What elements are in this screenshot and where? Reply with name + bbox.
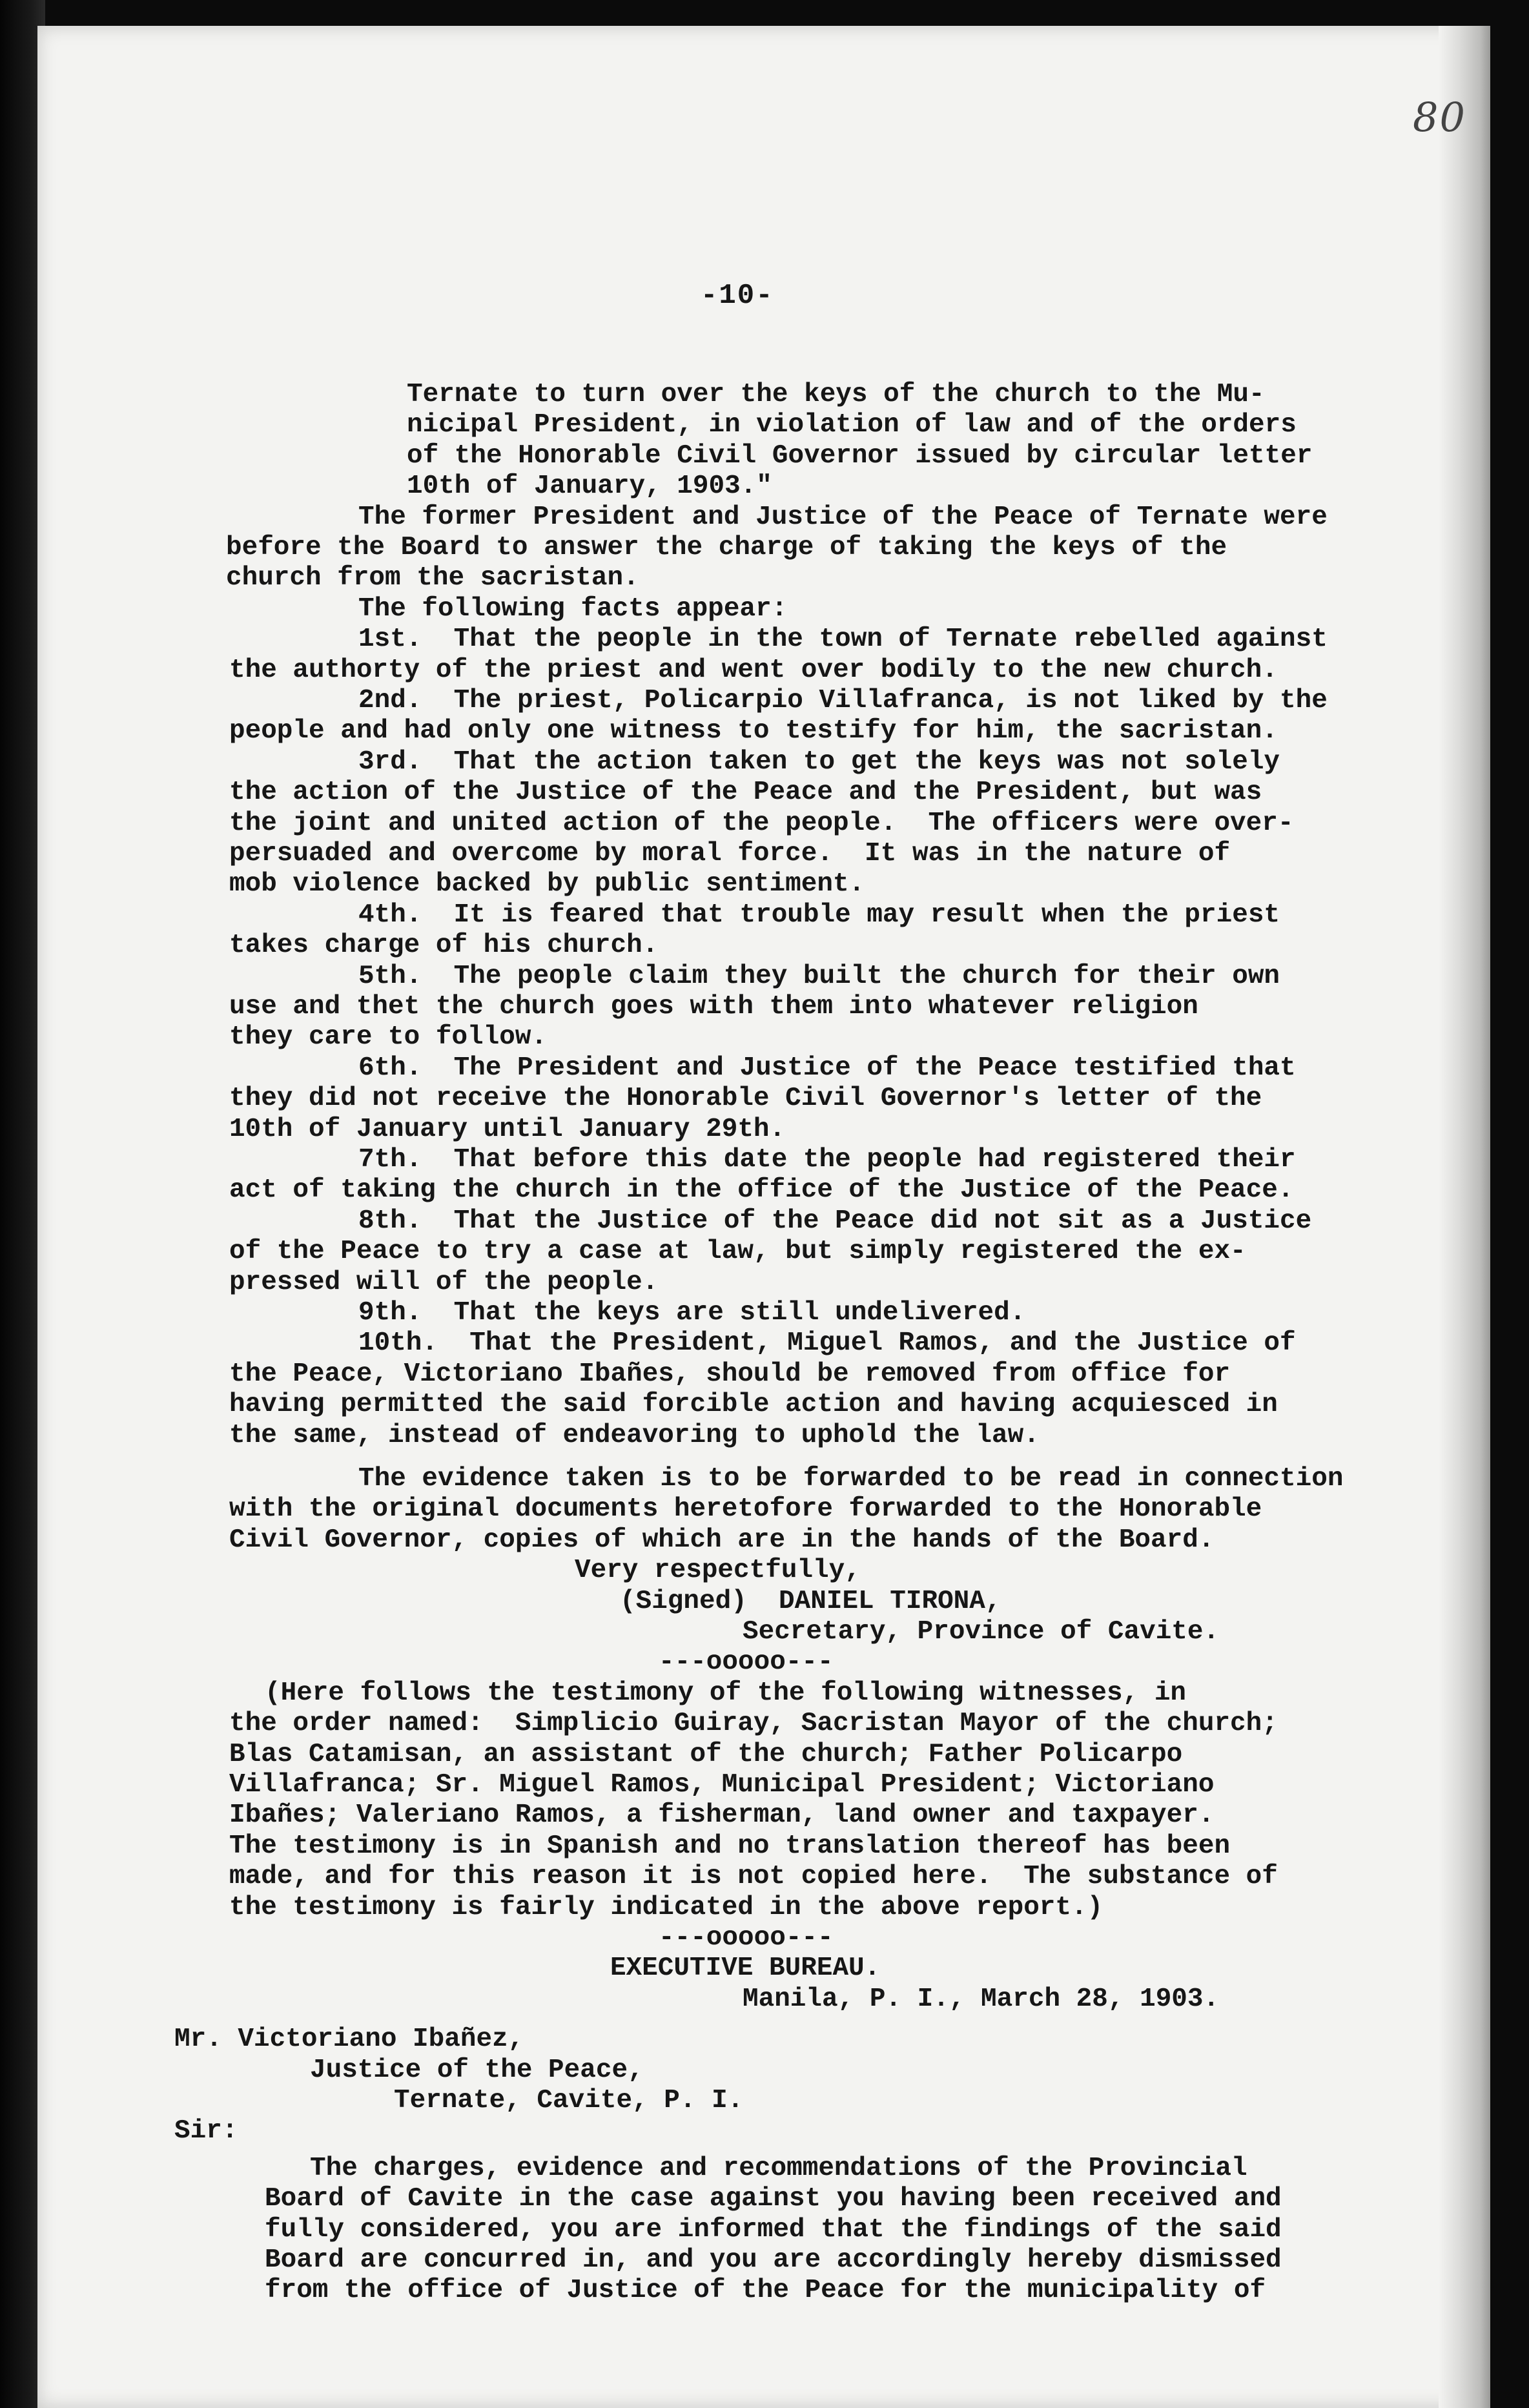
letter-line: fully considered, you are informed that the findings of the said <box>265 2214 1282 2245</box>
evidence-line: The evidence taken is to be forwarded to be read in connection <box>358 1464 1344 1494</box>
fact-line: pressed will of the people. <box>229 1267 659 1297</box>
fact-line: takes charge of his church. <box>229 931 659 961</box>
page-heading: -10- <box>701 280 774 312</box>
salutation: Sir: <box>174 2116 238 2146</box>
bureau-heading: EXECUTIVE BUREAU. <box>610 1953 881 1984</box>
testimony-line: The testimony is in Spanish and no translation thereof has been <box>229 1831 1231 1861</box>
fact-line: the same, instead of endeavoring to uphold the law. <box>229 1420 1040 1450</box>
letter-line: Board of Cavite in the case against you having been received and <box>265 2184 1282 2214</box>
intro-line: before the Board to answer the charge of taking the keys of the <box>226 533 1227 562</box>
testimony-line: Blas Catamisan, an assistant of the church; Father Policarpo <box>229 1739 1183 1769</box>
quote-line: nicipal President, in violation of law and of the orders <box>407 410 1297 440</box>
fact-line: 7th. That before this date the people had registered their <box>358 1145 1296 1175</box>
fact-line: use and thet the church goes with them into whatever religion <box>229 992 1198 1022</box>
handwritten-page-number: 80 <box>1413 94 1466 141</box>
closing: Very respectfully, <box>575 1556 861 1586</box>
fact-line: the Peace, Victoriano Ibañes, should be removed from office for <box>229 1359 1231 1389</box>
fact-line: 1st. That the people in the town of Ternate rebelled against <box>358 624 1328 655</box>
fact-line: the action of the Justice of the Peace and the President, but was <box>229 777 1262 808</box>
testimony-line: made, and for this reason it is not copied here. The substance of <box>229 1862 1278 1892</box>
intro-line: church from the sacristan. <box>226 563 639 593</box>
page-right-margin-shadow <box>1439 26 1490 2408</box>
testimony-line: (Here follows the testimony of the following witnesses, in <box>265 1678 1187 1708</box>
facts-heading: The following facts appear: <box>358 593 788 624</box>
signature: (Signed) DANIEL TIRONA, <box>620 1586 1001 1616</box>
address-line: Mr. Victoriano Ibañez, <box>174 2024 524 2055</box>
fact-line: 4th. It is feared that trouble may result when the priest <box>358 900 1280 930</box>
fact-line: the authorty of the priest and went over bodily to the new church. <box>229 655 1278 685</box>
fact-line: of the Peace to try a case at law, but simply registered the ex- <box>229 1237 1246 1267</box>
fact-line: 5th. The people claim they built the church for their own <box>358 961 1280 991</box>
fact-line: 9th. That the keys are still undelivered. <box>358 1298 1026 1328</box>
letter-line: Board are concurred in, and you are accordingly hereby dismissed <box>265 2245 1282 2275</box>
fact-line: the joint and united action of the people. The officers were over- <box>229 808 1294 838</box>
dateline: Manila, P. I., March 28, 1903. <box>743 1984 1220 2014</box>
separator: ---ooooo--- <box>659 1923 834 1953</box>
fact-line: having permitted the said forcible action and having acquiesced in <box>229 1390 1278 1420</box>
evidence-line: Civil Governor, copies of which are in the hands of the Board. <box>229 1525 1215 1555</box>
fact-line: 3rd. That the action taken to get the keys was not solely <box>358 746 1280 777</box>
quote-line: Ternate to turn over the keys of the church to the Mu- <box>407 380 1265 409</box>
separator: ---ooooo--- <box>659 1647 834 1678</box>
document-page <box>37 26 1490 2408</box>
evidence-line: with the original documents heretofore forwarded to the Honorable <box>229 1494 1262 1525</box>
testimony-line: Villafranca; Sr. Miguel Ramos, Municipal President; Victoriano <box>229 1770 1215 1800</box>
signer-title: Secretary, Province of Cavite. <box>743 1617 1220 1647</box>
address-line: Ternate, Cavite, P. I. <box>394 2086 744 2115</box>
fact-line: act of taking the church in the office of the Justice of the Peace. <box>229 1175 1294 1206</box>
quote-line: 10th of January, 1903." <box>407 471 772 502</box>
fact-line: 10th. That the President, Miguel Ramos, and the Justice of <box>358 1328 1296 1359</box>
letter-line: from the office of Justice of the Peace for the municipality of <box>265 2276 1266 2306</box>
fact-line: they did not receive the Honorable Civil Governor's letter of the <box>229 1084 1262 1114</box>
fact-line: 8th. That the Justice of the Peace did not sit as a Justice <box>358 1206 1312 1236</box>
fact-line: 2nd. The priest, Policarpio Villafranca, is not liked by the <box>358 686 1328 715</box>
fact-line: people and had only one witness to testify for him, the sacristan. <box>229 716 1278 746</box>
fact-line: 6th. The President and Justice of the Peace testified that <box>358 1053 1296 1083</box>
fact-line: persuaded and overcome by moral force. It was in the nature of <box>229 839 1231 869</box>
testimony-line: the order named: Simplicio Guiray, Sacristan Mayor of the church; <box>229 1709 1278 1739</box>
intro-line: The former President and Justice of the Peace of Ternate were <box>358 502 1328 532</box>
fact-line: mob violence backed by public sentiment. <box>229 869 865 900</box>
testimony-line: the testimony is fairly indicated in the above report.) <box>229 1892 1103 1922</box>
fact-line: 10th of January until January 29th. <box>229 1114 786 1144</box>
fact-line: they care to follow. <box>229 1022 548 1053</box>
address-line: Justice of the Peace, <box>310 2055 644 2085</box>
testimony-line: Ibañes; Valeriano Ramos, a fisherman, land owner and taxpayer. <box>229 1800 1215 1831</box>
letter-line: The charges, evidence and recommendations of the Provincial <box>310 2153 1247 2183</box>
quote-line: of the Honorable Civil Governor issued by circular letter <box>407 440 1313 471</box>
